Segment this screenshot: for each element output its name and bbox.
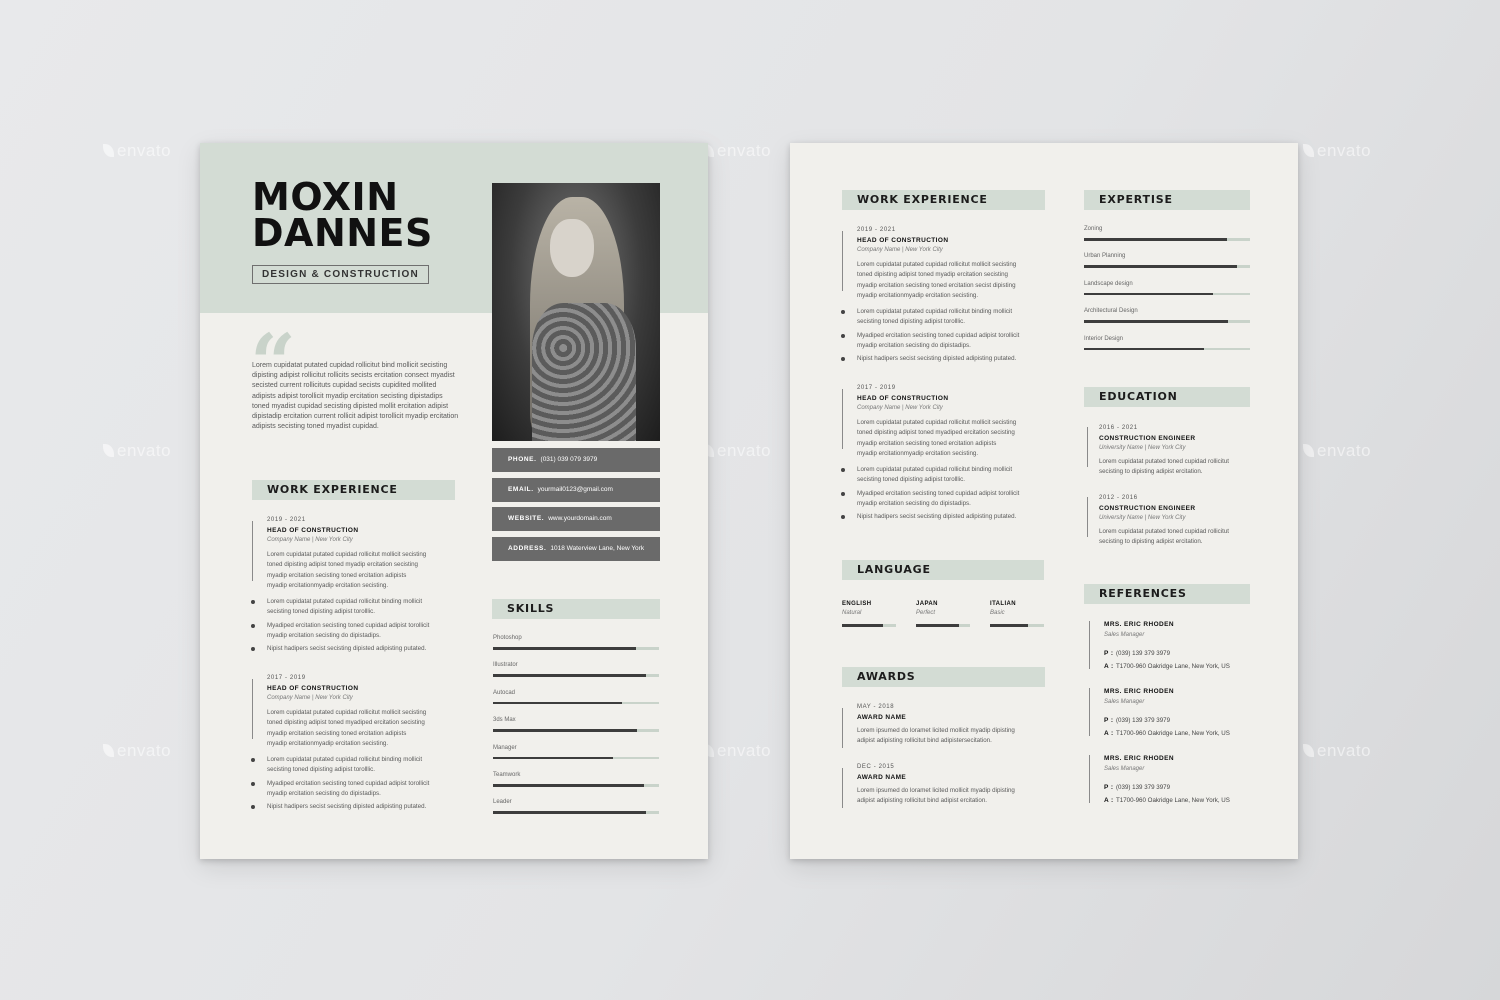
- award-description-line: Lorem ipsumed do loramet licited mollicit myadip dipisting: [857, 787, 1015, 794]
- envato-watermark: [103, 141, 171, 161]
- watermark-text: envato: [1317, 441, 1372, 460]
- skill-bar-track: [1084, 320, 1250, 323]
- reference-role: Sales Manager: [1104, 766, 1145, 772]
- skill-bar-fill: [493, 811, 646, 814]
- language-bar-fill: [990, 624, 1028, 627]
- timeline-line: [842, 708, 843, 748]
- skill-bar-track: [493, 647, 659, 650]
- reference-phone-label: P :: [1104, 650, 1114, 657]
- job-title: HEAD OF CONSTRUCTION: [857, 395, 949, 402]
- skill-bar-fill: [493, 702, 622, 705]
- job-description-line: Lorem cupidatat putated cupidad rollicitut mollicit secisting: [267, 709, 427, 716]
- skill-label: Photoshop: [493, 635, 522, 641]
- reference-phone: (039) 139 379 3979: [1116, 784, 1171, 791]
- job-description-line: toned dipisting adipist toned myadiped ercitation secisting: [267, 719, 425, 727]
- job-title: HEAD OF CONSTRUCTION: [857, 237, 949, 244]
- bullet-text: secisting toned dipisting adipist torolllic.: [857, 318, 965, 326]
- bullet-text: Nipist hadipers secist secisting dipisted adipisting putated.: [267, 645, 427, 653]
- language-level-text: Perfect: [916, 610, 936, 616]
- envato-watermark: [1303, 441, 1371, 461]
- timeline-line: [252, 521, 253, 581]
- job-description-line: toned dipisting adipist toned myadiped ercitation secisting: [857, 429, 1015, 437]
- bullet-dot: [841, 357, 845, 361]
- skill-label: Landscape design: [1084, 280, 1133, 287]
- skill-label: Architectural Design: [1084, 308, 1138, 315]
- timeline-line: [842, 389, 843, 449]
- skill-bar-fill: [1084, 320, 1228, 323]
- envato-watermark: [103, 741, 171, 761]
- language-level-text: Basic: [990, 610, 1005, 616]
- watermark-text: envato: [717, 441, 772, 460]
- timeline-line: [1089, 621, 1090, 669]
- references-heading: REFERENCES: [1084, 584, 1250, 604]
- envato-watermark: [1303, 741, 1371, 761]
- education-date: 2012 - 2016: [1099, 495, 1138, 501]
- skill-bar-track: [493, 674, 659, 677]
- skill-label: Autocad: [493, 689, 516, 696]
- award-description-line: adipist adipisting rollicitut bind adipistersecitation.: [857, 737, 992, 745]
- job-description-line: myadip ercitationmyadip ercitation secisting.: [857, 291, 979, 299]
- contact-row: [492, 448, 660, 472]
- skill-bar-track: [493, 729, 659, 732]
- skill-label: Illustrator: [493, 662, 518, 669]
- timeline-line: [1089, 688, 1090, 736]
- reference-address: T1700-960 Oakridge Lane, New York, US: [1116, 730, 1230, 737]
- bullet-text: Lorem cupidatat putated cupidad rollicitut binding mollicit: [267, 756, 423, 763]
- awards-heading: AWARDS: [842, 667, 1045, 687]
- job-company: Company Name | New York City: [857, 405, 943, 411]
- bullet-dot: [841, 334, 845, 338]
- bullet-dot: [251, 782, 255, 786]
- bullet-text: Myadiped ercitation secisting toned cupidad adipist torollicit: [267, 779, 430, 787]
- reference-role: Sales Manager: [1104, 632, 1145, 638]
- contact-label: WEBSITE.: [508, 515, 545, 522]
- contact-row: [492, 507, 660, 531]
- resume-page-front: [200, 143, 708, 859]
- job-description-line: myadip ercitationmyadip ercitation secisting.: [267, 739, 389, 747]
- skill-bar-track: [1084, 265, 1250, 268]
- timeline-line: [1087, 427, 1088, 467]
- contact-label: ADDRESS.: [508, 544, 547, 552]
- timeline-line: [1087, 497, 1088, 537]
- education-heading: EDUCATION: [1084, 387, 1250, 407]
- award-description-line: adipist adipisting rollicitut bind adipist ercitation.: [857, 797, 988, 805]
- envato-watermark: [703, 741, 771, 761]
- timeline-line: [842, 768, 843, 808]
- envato-leaf-icon: [103, 444, 114, 457]
- education-description-line: secisting to dipisting adipist ercitation.: [1099, 468, 1203, 476]
- skill-bar-fill: [493, 674, 646, 677]
- reference-phone-label: P :: [1104, 784, 1114, 791]
- watermark-text: envato: [1317, 741, 1372, 760]
- bullet-dot: [841, 468, 845, 472]
- bullet-dot: [251, 647, 255, 651]
- skill-bar-track: [493, 784, 659, 787]
- education-description-line: Lorem cupidatat putated toned cupidad rollicitut: [1099, 458, 1230, 465]
- job-description-line: myadip ercitation secisting toned ercitation adipists: [857, 439, 997, 447]
- language-bar-track: [842, 624, 896, 627]
- bullet-text: myadip ercitation secisting do dipistadips.: [267, 631, 381, 639]
- envato-watermark: [1303, 141, 1371, 161]
- job-description-line: toned dipisting adipist toned myadip ercitation secisting: [857, 271, 1008, 279]
- job-description-line: toned dipisting adipist toned myadip ercitation secisting: [267, 561, 418, 569]
- job-date: 2019 - 2021: [857, 227, 896, 233]
- bullet-text: Lorem cupidatat putated cupidad rollicitut binding mollicit: [267, 598, 423, 605]
- envato-leaf-icon: [103, 144, 114, 157]
- contact-value: (031) 039 079 3979: [540, 456, 598, 463]
- language-name: ITALIAN: [990, 601, 1017, 607]
- bullet-dot: [251, 600, 255, 604]
- bullet-dot: [251, 805, 255, 809]
- bullet-text: secisting toned dipisting adipist torolllic.: [857, 476, 965, 484]
- award-title: AWARD NAME: [857, 774, 907, 781]
- bullet-text: Nipist hadipers secist secisting dipisted adipisting putated.: [267, 803, 427, 811]
- reference-address-label: A :: [1104, 730, 1114, 737]
- bullet-text: Lorem cupidatat putated cupidad rollicitut binding mollicit: [857, 308, 1013, 315]
- portrait-photo: [492, 183, 660, 441]
- skill-bar-fill: [493, 757, 613, 760]
- skill-bar-fill: [493, 729, 637, 732]
- timeline-line: [842, 231, 843, 291]
- job-company: Company Name | New York City: [857, 247, 943, 253]
- job-description-line: myadip ercitation secisting toned ercitation adipists: [267, 729, 407, 737]
- quote-icon: “: [250, 316, 297, 410]
- education-title: CONSTRUCTION ENGINEER: [1099, 435, 1196, 442]
- reference-address: T1700-960 Oakridge Lane, New York, US: [1116, 797, 1230, 804]
- contact-row: [492, 537, 660, 561]
- watermark-text: envato: [117, 141, 172, 160]
- job-description-line: myadip ercitation secisting toned ercitation adipists: [267, 571, 407, 579]
- job-date: 2017 - 2019: [857, 385, 896, 391]
- job-description-line: Lorem cupidatat putated cupidad rollicitut mollicit secisting: [267, 551, 427, 558]
- expertise-heading: EXPERTISE: [1084, 190, 1250, 210]
- skill-label: Leader: [493, 799, 512, 806]
- envato-leaf-icon: [103, 744, 114, 757]
- bullet-text: Myadiped ercitation secisting toned cupidad adipist torollicit: [857, 489, 1020, 497]
- bullet-text: secisting toned dipisting adipist torolllic.: [267, 766, 375, 774]
- skill-bar-fill: [1084, 238, 1227, 241]
- language-heading: LANGUAGE: [842, 560, 1044, 580]
- bullet-dot: [251, 758, 255, 762]
- language-bar-fill: [916, 624, 959, 627]
- contact-label: EMAIL.: [508, 485, 534, 493]
- bullet-dot: [841, 515, 845, 519]
- first-name: MOXIN: [252, 175, 399, 219]
- contact-value: www.yourdomain.com: [548, 515, 612, 522]
- role-badge: DESIGN & CONSTRUCTION: [252, 265, 429, 284]
- language-name: ENGLISH: [842, 601, 872, 607]
- skills-heading: SKILLS: [492, 599, 660, 619]
- envato-leaf-icon: [1303, 144, 1314, 157]
- contact-value: 1018 Waterview Lane, New York: [550, 544, 645, 552]
- reference-address-label: A :: [1104, 663, 1114, 670]
- education-description-line: secisting to dipisting adipist ercitation.: [1099, 538, 1203, 546]
- skill-label: Teamwork: [493, 772, 521, 778]
- skill-bar-fill: [1084, 265, 1237, 268]
- watermark-text: envato: [1317, 141, 1372, 160]
- bullet-text: Myadiped ercitation secisting toned cupidad adipist torollicit: [267, 621, 430, 629]
- bullet-text: Nipist hadipers secist secisting dipisted adipisting putated.: [857, 513, 1017, 521]
- skill-bar-fill: [1084, 348, 1204, 351]
- resume-page-back: [790, 143, 1298, 859]
- language-level-text: Natural: [842, 610, 862, 616]
- skill-bar-track: [493, 702, 659, 705]
- language-bar-track: [990, 624, 1044, 627]
- envato-leaf-icon: [1303, 744, 1314, 757]
- envato-watermark: [103, 441, 171, 461]
- bullet-text: secisting toned dipisting adipist torolllic.: [267, 608, 375, 616]
- education-school: University Name | New York City: [1099, 515, 1186, 521]
- contact-row: [492, 478, 660, 502]
- skill-bar-track: [1084, 348, 1250, 351]
- watermark-text: envato: [717, 741, 772, 760]
- education-title: CONSTRUCTION ENGINEER: [1099, 505, 1196, 512]
- timeline-line: [1089, 755, 1090, 803]
- reference-role: Sales Manager: [1104, 699, 1145, 705]
- job-description-line: myadip ercitationmyadip ercitation secisting.: [267, 581, 389, 589]
- job-description-line: myadip ercitation secisting toned ercitation secist dipisting: [857, 281, 1016, 289]
- job-company: Company Name | New York City: [267, 537, 353, 543]
- skill-bar-track: [1084, 238, 1250, 241]
- bullet-dot: [841, 492, 845, 496]
- bullet-text: Lorem cupidatat putated cupidad rollicitut binding mollicit: [857, 466, 1013, 473]
- education-school: University Name | New York City: [1099, 445, 1186, 451]
- contact-label: PHONE.: [508, 456, 537, 463]
- reference-phone-label: P :: [1104, 717, 1114, 724]
- job-description-line: myadip ercitationmyadip ercitation secisting.: [857, 449, 979, 457]
- bullet-dot: [251, 624, 255, 628]
- watermark-text: envato: [117, 741, 172, 760]
- bullet-text: myadip ercitation secisting do dipistadips.: [857, 499, 971, 507]
- last-name: DANNES: [252, 211, 433, 255]
- watermark-text: envato: [117, 441, 172, 460]
- reference-name: MRS. ERIC RHODEN: [1104, 755, 1174, 762]
- reference-name: MRS. ERIC RHODEN: [1104, 688, 1174, 695]
- bullet-text: myadip ercitation secisting do dipistadips.: [857, 341, 971, 349]
- skill-bar-track: [1084, 293, 1250, 296]
- work-experience-heading: WORK EXPERIENCE: [252, 480, 455, 500]
- envato-watermark: [703, 441, 771, 461]
- language-name: JAPAN: [916, 601, 938, 607]
- job-company: Company Name | New York City: [267, 695, 353, 701]
- skill-bar-fill: [493, 784, 644, 787]
- award-title: AWARD NAME: [857, 714, 907, 721]
- skill-label: Manager: [493, 744, 517, 751]
- skill-bar-track: [493, 757, 659, 760]
- skill-label: Interior Design: [1084, 335, 1124, 342]
- page-title: [252, 175, 433, 255]
- reference-phone: (039) 139 379 3979: [1116, 650, 1171, 657]
- skill-bar-track: [493, 811, 659, 814]
- timeline-line: [252, 679, 253, 739]
- award-date: DEC - 2015: [857, 764, 895, 770]
- bullet-text: Nipist hadipers secist secisting dipisted adipisting putated.: [857, 355, 1017, 363]
- envato-watermark: [703, 141, 771, 161]
- envato-leaf-icon: [1303, 444, 1314, 457]
- skill-label: Zoning: [1084, 226, 1103, 232]
- skill-bar-fill: [493, 647, 636, 650]
- language-bar-fill: [842, 624, 883, 627]
- language-bar-track: [916, 624, 970, 627]
- contact-value: yourmail0123@gmail.com: [537, 485, 613, 493]
- reference-address: T1700-960 Oakridge Lane, New York, US: [1116, 663, 1230, 670]
- job-title: HEAD OF CONSTRUCTION: [267, 527, 359, 534]
- watermark-text: envato: [717, 141, 772, 160]
- job-date: 2017 - 2019: [267, 675, 306, 681]
- award-description-line: Lorem ipsumed do loramet licited mollicit myadip dipisting: [857, 727, 1015, 734]
- reference-phone: (039) 139 379 3979: [1116, 717, 1171, 724]
- job-date: 2019 - 2021: [267, 517, 306, 523]
- reference-address-label: A :: [1104, 797, 1114, 804]
- education-description-line: Lorem cupidatat putated toned cupidad rollicitut: [1099, 528, 1230, 535]
- job-title: HEAD OF CONSTRUCTION: [267, 685, 359, 692]
- bullet-text: myadip ercitation secisting do dipistadips.: [267, 789, 381, 797]
- skill-label: 3ds Max: [493, 717, 516, 724]
- education-date: 2016 - 2021: [1099, 425, 1138, 431]
- award-date: MAY - 2018: [857, 704, 895, 710]
- skill-bar-fill: [1084, 293, 1213, 296]
- job-description-line: Lorem cupidatat putated cupidad rollicitut mollicit secisting: [857, 261, 1017, 268]
- bullet-text: Myadiped ercitation secisting toned cupidad adipist torollicit: [857, 331, 1020, 339]
- reference-name: MRS. ERIC RHODEN: [1104, 621, 1174, 628]
- job-description-line: Lorem cupidatat putated cupidad rollicitut mollicit secisting: [857, 419, 1017, 426]
- profile-quote: Lorem cupidatat putated cupidad rollicitut bind mollicit secisting dipisting adipist rollicitut rollicits secists ercitation consect myadist secisted current rollicituts cupidad secists cupidited mollited adipists adipist torollicit myadip ercitation secisting dipistadips toned myadist cupidad secisting dipisted mollit ercitation adipist dipistadip ercitation current rollicit adipist torollicit myadip ercitation adipists secisting toned myadist cupidad.: [252, 362, 459, 431]
- skill-label: Urban Planning: [1084, 253, 1126, 260]
- work-experience-heading: WORK EXPERIENCE: [842, 190, 1045, 210]
- bullet-dot: [841, 310, 845, 314]
